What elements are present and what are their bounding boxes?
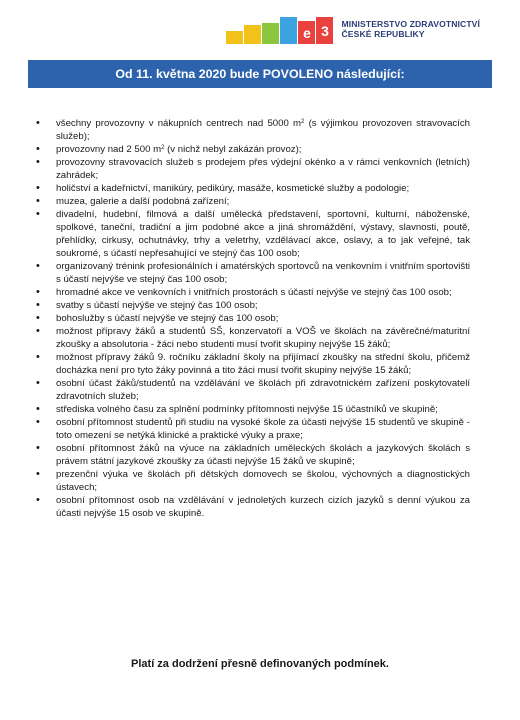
logo-block — [226, 31, 243, 44]
logo-block — [244, 25, 261, 44]
ministry-name-line1: MINISTERSTVO ZDRAVOTNICTVÍ — [341, 19, 480, 29]
list-item — [36, 286, 470, 299]
list-item — [36, 143, 470, 156]
list-item — [36, 208, 470, 260]
list-item-text: osobní přítomnost osob na vzdělávání v jednoletých kurzech cizích jazyků s denní výukou za účasti nejvýše 15 osob ve skupině. — [56, 495, 470, 519]
logo-block-e: e — [298, 21, 315, 44]
list-item — [36, 312, 470, 325]
list-item-text: hromadné akce ve venkovních i vnitřních prostorách s účastí nejvýše ve stejný čas 100 osob; — [56, 287, 452, 298]
ministry-name-line2: ČESKÉ REPUBLIKY — [341, 29, 425, 39]
allowed-activities-list — [36, 117, 470, 520]
list-item-text: možnost přípravy žáků a studentů SŠ, konzervatoří a VOŠ ve školách na závěrečné/maturitní zkoušky a absolutoria - žáci nebo studenti musí tvořit skupiny nejvýše 15 žáků; — [56, 326, 470, 350]
list-item-text: provozovny stravovacích služeb s prodejem přes výdejní okénko a v rámci venkovních (letních) zahrádek; — [56, 157, 470, 181]
list-item — [36, 156, 470, 182]
list-item-text-cont: (v nichž nebyl zakázán provoz); — [164, 144, 302, 155]
list-item-text: všechny provozovny v nákupních centrech nad 5000 m — [56, 118, 302, 129]
list-item-text: holičství a kadeřnictví, manikúry, pedikúry, masáže, kosmetické služby a podologie; — [56, 183, 410, 194]
superscript: 2 — [301, 119, 305, 125]
list-item-text: možnost přípravy žáků 9. ročníku základní školy na přijímací zkoušky na střední školu, přičemž docházka není pro tyto žáky povinná a tito žáci musí tvořit skupiny nejvýše 15 žáků; — [56, 352, 470, 376]
list-item — [36, 325, 470, 351]
list-item — [36, 468, 470, 494]
list-item-text: svatby s účastí nejvýše ve stejný čas 100 osob; — [56, 300, 258, 311]
list-item — [36, 442, 470, 468]
list-item-text-cont: (s výjimkou provozoven stravovacích služeb); — [56, 118, 471, 142]
logo-color-blocks — [226, 14, 334, 44]
list-item — [36, 494, 470, 520]
list-item — [36, 182, 470, 195]
list-item — [36, 403, 470, 416]
logo-block — [280, 17, 297, 44]
ministry-logo — [226, 14, 480, 44]
logo-block — [262, 23, 279, 44]
list-item — [36, 351, 470, 377]
title-banner — [28, 60, 492, 88]
list-item — [36, 377, 470, 403]
list-item-text: bohoslužby s účastí nejvýše ve stejný čas 100 osob; — [56, 313, 279, 324]
list-item-text: provozovny nad 2 500 m — [56, 144, 162, 155]
list-item — [36, 195, 470, 208]
list-item-text: střediska volného času za splnění podmínky přítomnosti nejvýše 15 účastníků ve skupině; — [56, 404, 438, 415]
superscript: 2 — [161, 145, 165, 151]
list-item-text: muzea, galerie a další podobná zařízení; — [56, 196, 230, 207]
list-item-text: prezenční výuka ve školách při dětských domovech se školou, výchovných a diagnostických ústavech; — [56, 469, 470, 493]
list-item-text: divadelní, hudební, filmová a další umělecká představení, sportovní, kulturní, náboženské, spolkové, taneční, tradiční a jim podobné akce a jiná shromáždění, výstavy, slavnosti, poutě, přehlídky, cirkusy, ochutnávky, trhy a veletrhy, vzdělávací akce, oslavy, a to jak veřejné, tak soukromé, s účastí nepřesahující ve stejný čas 100 osob; — [56, 209, 470, 259]
list-item — [36, 117, 470, 143]
ministry-name — [341, 19, 480, 39]
list-item-text: osobní účast žáků/studentů na vzdělávání ve školách při zdravotnickém zařízení poskytovatelí zdravotních služeb; — [56, 378, 470, 402]
list-item — [36, 299, 470, 312]
list-item — [36, 260, 470, 286]
list-item — [36, 416, 470, 442]
footer-note: Platí za dodržení přesně definovaných podmínek. — [131, 658, 389, 670]
logo-block-3: 3 — [316, 17, 333, 44]
list-item-text: organizovaný trénink profesionálních i amatérských sportovců na venkovním i vnitřním sportovišti s účastí nejvýše ve stejný čas 100 osob; — [56, 261, 470, 285]
list-item-text: osobní přítomnost studentů při studiu na vysoké škole za účasti nejvýše 15 studentů ve skupině - toto omezení se netýká klinické a praktické výuky a praxe; — [56, 417, 470, 441]
banner-title: Od 11. května 2020 bude POVOLENO následující: — [115, 67, 405, 81]
list-item-text: osobní přítomnost žáků na výuce na základních uměleckých školách a jazykových školách s právem státní jazykové zkoušky za účasti nejvýše 15 žáků ve skupině; — [56, 443, 470, 467]
